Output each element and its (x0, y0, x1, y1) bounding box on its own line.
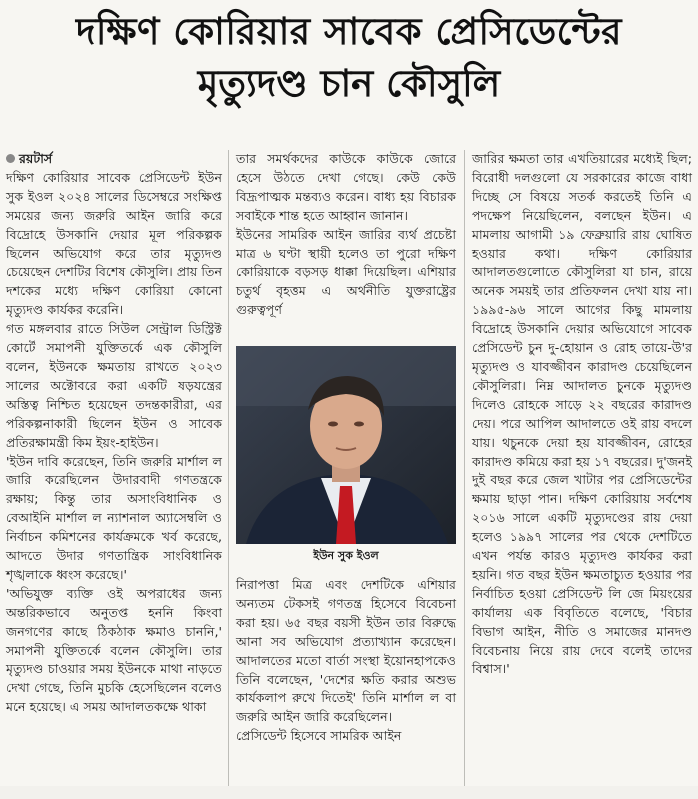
paragraph: জারির ক্ষমতা তার এখতিয়ারের মধ্যেই ছিল; বিরোধী দলগুলো যে সরকারের কাজে বাধা দিচ্ছে সে বিষয়ে সতর্ক করতেই তিনি এ পদক্ষেপ নিয়েছিলেন, বলছেন ইউন। এ মামলায় আগামী ১৯ ফেব্রুয়ারি রায় ঘোষিত হওয়ার কথা। দক্ষিণ কোরিয়ার আদালতগুলোতে কৌসুলিরা যা চান, রায়ে অনেক সময়ই তার প্রতিফলন দেখা যায় না। ১৯৯৫-৯৬ সালে আগের কিছু মামলায় বিদ্রোহে উসকানি দেয়ার অভিযোগে সাবেক প্রেসিডেন্ট চুন দু-হোয়ান ও রোহ তায়ে-উ'র মৃত্যুদণ্ড ও যাবজ্জীবন কারাদণ্ড চেয়েছিলেন কৌসুলিরা। নিম্ন আদালত চুনকে মৃত্যুদণ্ড দিলেও রোহকে সাড়ে ২২ বছরের কারাদণ্ড দেয়। পরে আপিল আদালতে ওই রায় বদলে যায়। থচুনকে দেয়া হয় যাবজ্জীবন, রোহের কারাদণ্ড কমিয়ে করা হয় ১৭ বছরের। দু'জনই দুই বছর করে জেল খাটার পর প্রেসিডেন্টের ক্ষমায় ছাড়া পান। দক্ষিণ কোরিয়ায় সর্বশেষ ২০১৬ সালে একটি মৃত্যুদণ্ডের রায় দেয়া হলেও ১৯৯৭ সালের পর থেকে দেশটিতে এখন পর্যন্ত কারও মৃত্যুদণ্ড কার্যকর করা হয়নি। গত বছর ইউন ক্ষমতাচ্যুত হওয়ার পর নির্বাচিত হওয়া প্রেসিডেন্ট লি জে মিয়ংয়ের কার্যালয় এক বিবৃতিতে বলেছে, 'বিচার বিভাগ আইন, নীতি ও সমাজের মানদণ্ড বিবেচনায় নিয়ে রায় দেবে বলেই তাদের বিশ্বাস।' (472, 151, 692, 677)
portrait-photo (236, 346, 456, 544)
article-column-3 (472, 150, 692, 679)
paragraph: 'অভিযুক্ত ব্যক্তি ওই অপরাধের জন্য অন্তরিকভাবে অনুতপ্ত হননি কিংবা জনগণের কাছে ঠিকঠাক ক্ষমাও চাননি,' সমাপনী যুক্তিতর্কে বলেন কৌসুলি। তার মৃত্যুদণ্ড চাওয়ার সময় ইউনকে মাথা নাড়তে দেখা গেছে, তিনি মুচকি হেসেছিলেন বলেও মনে হয়েছে। এ সময় আদালতকক্ষে থাকা (6, 585, 222, 715)
headline-line-1: দক্ষিণ কোরিয়ার সাবেক প্রেসিডেন্টের (75, 10, 623, 53)
paragraph: গত মঙ্গলবার রাতে সিউল সেন্ট্রাল ডিস্ট্রিক্ট কোর্টে সমাপনী যুক্তিতর্কে এক কৌসুলি বলেন, ইউনকে ক্ষমতায় রাখতে ২০২৩ সালের অক্টোবরে করা একটি ষড়যন্ত্রের অস্তিত্ব নিশ্চিত হয়েছেন তদন্তকারীরা, এর পরিকল্পনাকারী ছিলেন ইউন ও সাবেক প্রতিরক্ষামন্ত্রী কিম ইয়ং-হাইউন। (6, 321, 222, 450)
paragraph: প্রেসিডেন্ট হিসেবে সামরিক আইন (236, 728, 402, 744)
column-divider (228, 150, 229, 790)
headline (0, 6, 698, 110)
paragraph: 'ইউন দাবি করেছেন, তিনি জরুরি মার্শাল ল জারি করেছিলেন উদারবাদী গণতন্ত্রকে রক্ষায়; কিন্তু তার অসাংবিধানিক ও বেআইনি মার্শাল ল ন্যাশনাল অ্যাসেম্বলি ও নির্বাচন কমিশনের কার্যক্রমকে খর্ব করেছে, আদতে উদার গণতান্ত্রিক সাংবিধানিক শৃঙ্খলাকে ধ্বংস করেছে।' (6, 453, 222, 582)
paragraph: তার সমর্থকদের কাউকে কাউকে জোরে হেসে উঠতে দেখা গেছে। কেউ কেউ বিদ্রূপাত্মক মন্তব্যও করেন। বাধ্য হয় বিচারক সবাইকে শান্ত হতে আহ্বান জানান। (236, 151, 456, 223)
photo-caption: ইউন সুক ইওল (313, 549, 379, 562)
paragraph: নিরাপত্তা মিত্র এবং দেশটিকে এশিয়ার অন্যতম টেকসই গণতন্ত্র হিসেবে বিবেচনা করা হয়। ৬৫ বছর বয়সী ইউন তার বিরুদ্ধে আনা সব অভিযোগ প্রত্যাখ্যান করেছেন। আদালতের মতো বার্তা সংস্থা ইয়োনহাপকেও তিনি বলেছেন, 'দেশের ক্ষতি করার অশুভ কার্যকলাপ রুখে দিতেই' তিনি মার্শাল ল বা জরুরি আইন জারি করেছিলেন। (236, 577, 456, 725)
bullet-icon (6, 154, 15, 163)
paragraph: ইউনের সামরিক আইন জারির ব্যর্থ প্রচেষ্টা মাত্র ৬ ঘণ্টা স্থায়ী হলেও তা পুরো দক্ষিণ কোরিয়াকে বড়সড় ধাক্কা দিয়েছিল। এশিয়ার চতুর্থ বৃহত্তম এ অর্থনীতি যুক্তরাষ্ট্রের গুরুত্বপূর্ণ (236, 226, 456, 318)
column-divider (464, 150, 465, 790)
page-edge (0, 786, 698, 799)
article-column-1 (6, 150, 222, 717)
source-label: রয়টার্স (19, 151, 53, 166)
paragraph: দক্ষিণ কোরিয়ার সাবেক প্রেসিডেন্ট ইউন সুক ইওল ২০২৪ সালের ডিসেম্বরে সংক্ষিপ্ত সময়ের জন্য জরুরি আইন জারি করে বিদ্রোহে উসকানি দেয়ার মূল পরিকল্পক ছিলেন অভিযোগ করে তার মৃত্যুদণ্ড চেয়েছেন দেশটির বিশেষ কৌসুলি। প্রায় তিন দশকের মধ্যে দক্ষিণ কোরিয়া কোনো মৃত্যুদণ্ড কার্যকর করেনি। (6, 169, 222, 318)
article-column-2-top (236, 150, 456, 320)
source-line (6, 150, 222, 169)
article-column-2-bottom (236, 576, 456, 746)
headline-line-2: মৃত্যুদণ্ড চান কৌসুলি (197, 62, 501, 105)
